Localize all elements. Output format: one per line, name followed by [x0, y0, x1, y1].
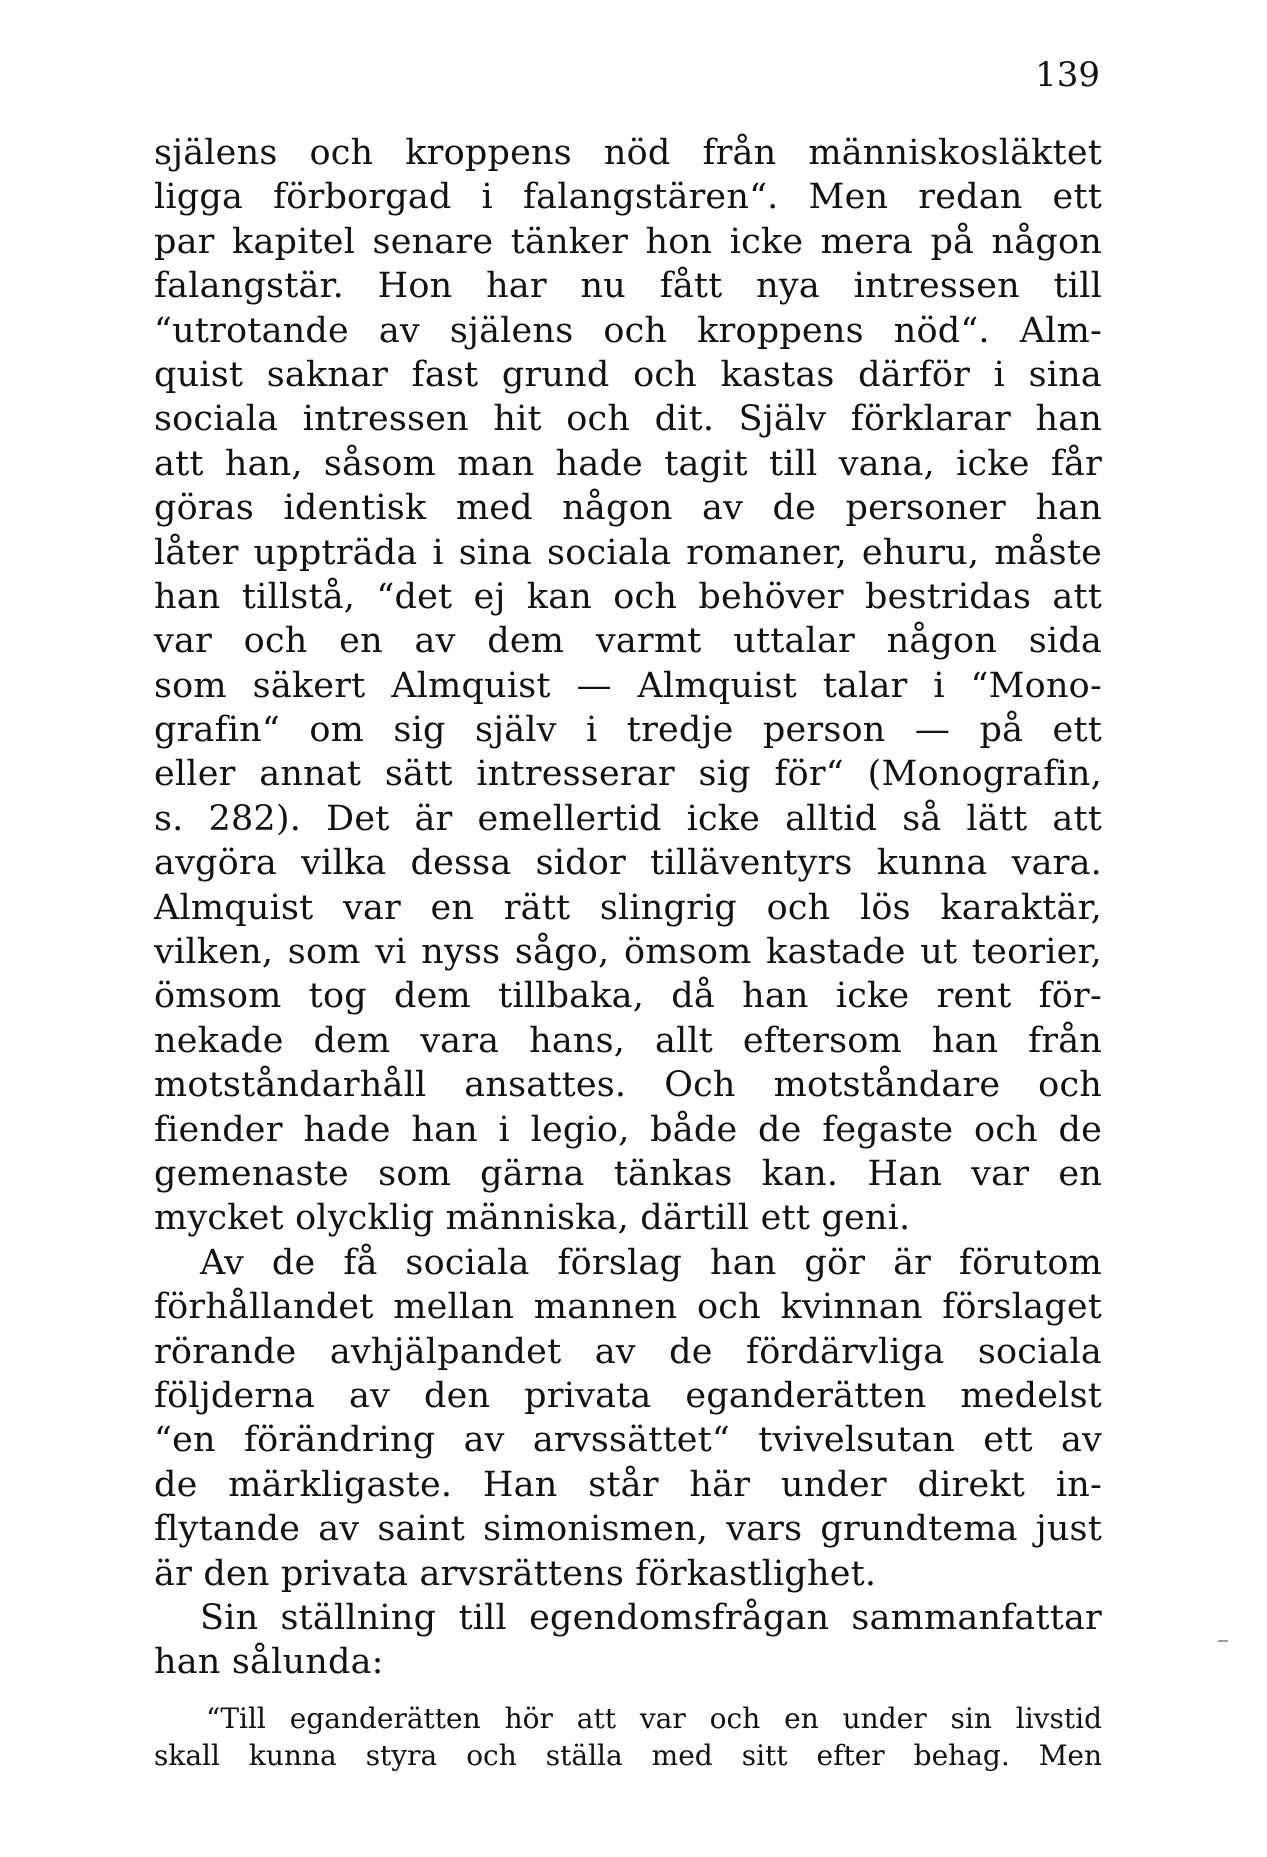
- text-line: rörande avhjälpandet av de fördärvliga sociala: [154, 1331, 1102, 1372]
- text-line: förhållandet mellan mannen och kvinnan förslaget: [154, 1287, 1102, 1328]
- block-quote: [154, 1700, 1102, 1774]
- text-line: var och en av dem varmt uttalar någon sida: [154, 621, 1102, 662]
- quote-line: “Till eganderätten hör att var och en under sin livstid: [206, 1702, 1102, 1735]
- quote-line: skall kunna styra och ställa med sitt efter behag. Men: [154, 1739, 1102, 1772]
- paragraph-2: [154, 1241, 1102, 1596]
- text-line: mycket olycklig människa, därtill ett geni.: [154, 1198, 911, 1239]
- text-line: han tillstå, “det ej kan och behöver bestridas att: [154, 576, 1102, 617]
- text-line: ömsom tog dem tillbaka, då han icke rent för-: [154, 976, 1102, 1017]
- paragraph-3: [154, 1596, 1102, 1685]
- text-line: nekade dem vara hans, allt eftersom han från: [154, 1020, 1102, 1061]
- text-line: s. 282). Det är emellertid icke alltid så lätt att: [154, 798, 1102, 839]
- text-line: motståndarhåll ansattes. Och motståndare och: [154, 1065, 1102, 1106]
- text-line: göras identisk med någon av de personer han: [154, 488, 1102, 529]
- text-line: låter uppträda i sina sociala romaner, ehuru, måste: [154, 532, 1102, 573]
- text-line: fiender hade han i legio, både de fegaste och de: [154, 1109, 1102, 1150]
- text-line: “utrotande av själens och kroppens nöd“. Alm-: [154, 310, 1102, 351]
- text-line: de märkligaste. Han står här under direkt in-: [154, 1464, 1102, 1505]
- text-line: Almquist var en rätt slingrig och lös karaktär,: [154, 887, 1102, 928]
- text-line: Sin ställning till egendomsfrågan sammanfattar: [200, 1597, 1102, 1638]
- text-line: sociala intressen hit och dit. Själv förklarar han: [154, 399, 1102, 440]
- text-line: är den privata arvsrättens förkastlighet.: [154, 1553, 877, 1594]
- scan-edge-mark: [1218, 1640, 1228, 1642]
- text-line: falangstär. Hon har nu fått nya intressen till: [154, 266, 1102, 307]
- text-line: själens och kroppens nöd från människosläktet: [154, 133, 1102, 173]
- text-line: eller annat sätt intresserar sig för“ (Monografin,: [154, 754, 1102, 795]
- text-line: han sålunda:: [154, 1642, 384, 1683]
- text-line: vilken, som vi nyss sågo, ömsom kastade ut teorier,: [154, 932, 1102, 973]
- text-line: “en förändring av arvssättet“ tvivelsutan ett av: [154, 1420, 1102, 1461]
- paragraph-1: [154, 131, 1102, 1241]
- page-number: 139: [1035, 55, 1100, 95]
- text-line: som säkert Almquist — Almquist talar i “Mono-: [154, 665, 1102, 706]
- text-line: flytande av saint simonismen, vars grundtema just: [154, 1509, 1102, 1550]
- text-line: följderna av den privata eganderätten medelst: [154, 1375, 1102, 1416]
- body-text: [154, 131, 1102, 1685]
- text-line: avgöra vilka dessa sidor tilläventyrs kunna vara.: [154, 843, 1102, 884]
- text-line: par kapitel senare tänker hon icke mera på någon: [154, 221, 1102, 262]
- text-line: ligga förborgad i falangstären“. Men redan ett: [154, 177, 1102, 218]
- text-line: Av de få sociala förslag han gör är förutom: [200, 1242, 1102, 1283]
- text-line: att han, såsom man hade tagit till vana, icke får: [154, 443, 1102, 484]
- text-line: quist saknar fast grund och kastas därför i sina: [154, 354, 1102, 395]
- text-line: grafin“ om sig själv i tredje person — på ett: [154, 710, 1102, 751]
- text-line: gemenaste som gärna tänkas kan. Han var en: [154, 1153, 1102, 1194]
